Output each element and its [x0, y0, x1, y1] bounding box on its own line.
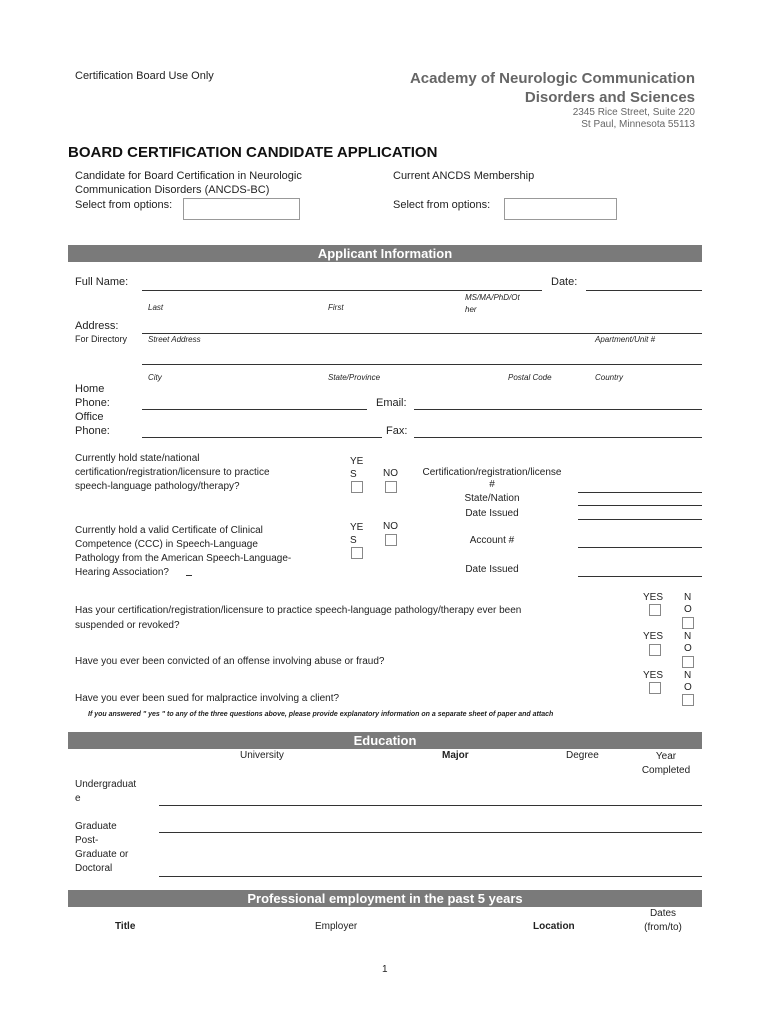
state-nation-field[interactable]: [578, 505, 702, 506]
applicant-section-header: Applicant Information: [68, 245, 702, 262]
candidate-line2: Communication Disorders (ANCDS-BC): [75, 184, 270, 196]
licensure-no-label: NO: [383, 468, 398, 479]
account-number-field[interactable]: [578, 547, 702, 548]
email-field[interactable]: [414, 409, 702, 410]
undergraduate-field[interactable]: [159, 805, 702, 806]
col-title: Title: [115, 921, 136, 932]
candidate-select-label: Select from options:: [75, 199, 173, 211]
country-hint: Country: [595, 373, 624, 382]
malpractice-yes-checkbox[interactable]: [649, 682, 661, 694]
suspended-yes-checkbox[interactable]: [649, 604, 661, 616]
abuse-no-checkbox[interactable]: [682, 656, 694, 668]
home-label: Home: [75, 383, 105, 395]
office-phone-field[interactable]: [142, 437, 382, 438]
office-label: Office: [75, 411, 104, 423]
suspended-yes-label: YES: [643, 592, 664, 603]
ccc-yes-label: YE S: [350, 522, 364, 546]
col-degree: Degree: [566, 750, 599, 761]
col-major: Major: [442, 750, 469, 761]
col-year-completed: Year Completed: [641, 751, 691, 776]
state-nation-label: State/Nation: [464, 493, 520, 504]
address-label: Address:: [75, 320, 119, 332]
org-address-line1: 2345 Rice Street, Suite 220: [572, 107, 695, 118]
licensure-date-issued-label: Date Issued: [465, 508, 519, 519]
home-phone-field[interactable]: [142, 409, 367, 410]
email-label: Email:: [376, 397, 407, 409]
malpractice-no-checkbox[interactable]: [682, 694, 694, 706]
full-name-field[interactable]: [142, 290, 542, 291]
candidate-line1: Candidate for Board Certification in Neurologic: [75, 170, 302, 182]
account-number-label: Account #: [469, 535, 515, 546]
city-hint: City: [148, 373, 162, 382]
licensure-no-checkbox[interactable]: [385, 481, 397, 493]
membership-label: Current ANCDS Membership: [393, 170, 535, 182]
for-directory-label: For Directory: [75, 334, 128, 344]
employment-section-header: Professional employment in the past 5 years: [68, 890, 702, 907]
question-abuse: Have you ever been convicted of an offense involving abuse or fraud?: [75, 656, 385, 667]
state-hint: State/Province: [328, 373, 381, 382]
ccc-date-issued-label: Date Issued: [465, 564, 519, 575]
col-location: Location: [533, 921, 575, 932]
cert-number-field[interactable]: [578, 492, 702, 493]
abuse-no-label: N O: [684, 631, 692, 654]
street-address-hint: Street Address: [148, 335, 201, 344]
fax-label: Fax:: [386, 425, 408, 437]
membership-select[interactable]: [504, 198, 617, 220]
question-suspended: Has your certification/registration/licensure to practice speech-language pathology/therapy ever been suspended or revoked?: [75, 605, 522, 631]
col-university: University: [240, 750, 284, 761]
question-malpractice: Have you ever been sued for malpractice involving a client?: [75, 693, 340, 704]
office-phone-label: Phone:: [75, 425, 110, 437]
graduate-field-2[interactable]: [159, 876, 702, 877]
licensure-question: Currently hold state/national certification/registration/licensure to practice speech-language pathology/therapy?: [75, 453, 270, 492]
ccc-no-checkbox[interactable]: [385, 534, 397, 546]
full-name-label: Full Name:: [75, 276, 129, 288]
first-name-hint: First: [328, 303, 344, 312]
ccc-date-issued-field[interactable]: [578, 576, 702, 577]
page-number: 1: [382, 964, 388, 975]
col-dates: Dates (from/to): [644, 908, 682, 933]
org-name-line1: Academy of Neurologic Communication: [409, 70, 695, 87]
home-phone-label: Phone:: [75, 397, 110, 409]
licensure-yes-checkbox[interactable]: [351, 481, 363, 493]
street-address-field[interactable]: [142, 333, 702, 334]
date-field[interactable]: [586, 290, 702, 291]
ccc-question: Currently hold a valid Certificate of Clinical Competence (CCC) in Speech-Language Pathology from the American Speech-Language- Hearing Association?: [75, 525, 292, 578]
last-name-hint: Last: [148, 303, 164, 312]
ccc-underline: [186, 575, 192, 576]
apartment-hint: Apartment/Unit #: [595, 335, 656, 344]
education-section-header: Education: [68, 732, 702, 749]
suspended-no-label: N O: [684, 592, 692, 615]
malpractice-no-label: N O: [684, 670, 692, 693]
ccc-yes-checkbox[interactable]: [351, 547, 363, 559]
page-title: BOARD CERTIFICATION CANDIDATE APPLICATION: [68, 144, 438, 161]
abuse-yes-label: YES: [643, 631, 664, 642]
explanation-note: If you answered " yes " to any of the three questions above, please provide explanatory information on a separate sheet of paper and attach: [88, 711, 554, 718]
org-address-line2: St Paul, Minnesota 55113: [581, 119, 695, 130]
col-employer: Employer: [315, 921, 358, 932]
graduate-field-1[interactable]: [159, 832, 702, 833]
suspended-no-checkbox[interactable]: [682, 617, 694, 629]
candidate-select[interactable]: [183, 198, 300, 220]
org-name-line2: Disorders and Sciences: [524, 89, 695, 106]
cert-number-label: Certification/registration/license #: [422, 467, 562, 490]
board-use-label: Certification Board Use Only: [75, 70, 214, 82]
membership-select-label: Select from options:: [393, 199, 491, 211]
row-graduate: Graduate Post- Graduate or Doctoral: [75, 821, 129, 874]
abuse-yes-checkbox[interactable]: [649, 644, 661, 656]
ccc-no-label: NO: [383, 521, 398, 532]
city-state-field[interactable]: [142, 364, 702, 365]
licensure-yes-label: YE S: [350, 456, 364, 480]
row-undergraduate: Undergraduat e: [75, 779, 137, 804]
degree-hint: MS/MA/PhD/Ot her: [465, 293, 520, 314]
fax-field[interactable]: [414, 437, 702, 438]
licensure-date-issued-field[interactable]: [578, 519, 702, 520]
malpractice-yes-label: YES: [643, 670, 664, 681]
date-label: Date:: [551, 276, 578, 288]
postal-hint: Postal Code: [508, 373, 552, 382]
